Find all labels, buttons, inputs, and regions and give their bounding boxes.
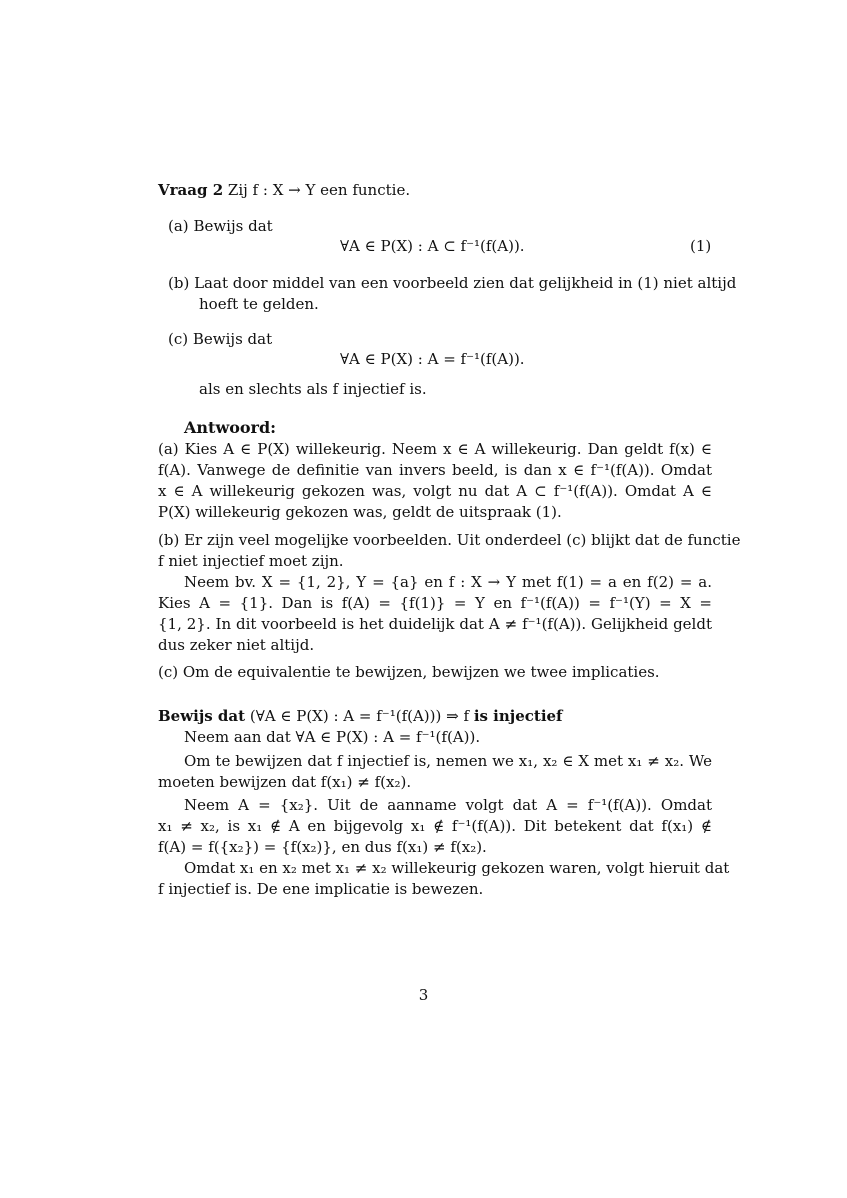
question-title-bold: Vraag 2 bbox=[158, 181, 224, 199]
question-c-formula: ∀A ∈ P(X) : A = f⁻¹(f(A)). bbox=[340, 350, 525, 368]
proof-line: f(A) = f({x₂}) = {f(x₂)}, en dus f(x₁) ≠ f(x₂). bbox=[158, 838, 487, 856]
question-a-formula: ∀A ∈ P(X) : A ⊂ f⁻¹(f(A)). bbox=[340, 237, 525, 255]
answer-b-line: dus zeker niet altijd. bbox=[158, 636, 315, 654]
proof-line: x₁ ≠ x₂, is x₁ ∉ A en bijgevolg x₁ ∉ f⁻¹(f(A)). Dit betekent dat f(x₁) ∉ bbox=[158, 817, 712, 835]
answer-a-line: f(A). Vanwege de definitie van invers beeld, is dan x ∈ f⁻¹(f(A)). Omdat bbox=[158, 461, 712, 479]
answer-b-line: (b) Er zijn veel mogelijke voorbeelden. Uit onderdeel (c) blijkt dat de functie bbox=[158, 531, 741, 549]
answer-b-line: f niet injectief moet zijn. bbox=[158, 552, 344, 570]
answer-c-line: (c) Om de equivalentie te bewijzen, bewijzen we twee implicaties. bbox=[158, 663, 660, 681]
question-c-label: (c) bbox=[168, 330, 189, 348]
answer-a-line: (a) Kies A ∈ P(X) willekeurig. Neem x ∈ A willekeurig. Dan geldt f(x) ∈ bbox=[158, 440, 712, 458]
equation-number: (1) bbox=[690, 237, 712, 255]
answer-b-line: {1, 2}. In dit voorbeeld is het duidelijk dat A ≠ f⁻¹(f(A)). Gelijkheid geldt bbox=[158, 615, 712, 633]
proof-heading-bold1: Bewijs dat bbox=[158, 707, 246, 725]
question-c-text: Bewijs dat bbox=[192, 330, 273, 348]
answer-a-line: P(X) willekeurig gekozen was, geldt de uitspraak (1). bbox=[158, 503, 562, 521]
proof-heading-bold2: is injectief bbox=[473, 707, 563, 725]
answer-heading: Antwoord: bbox=[184, 418, 277, 437]
question-title bbox=[158, 180, 712, 200]
question-a-text: Bewijs dat bbox=[193, 217, 273, 235]
answer-b-line: Neem bv. X = {1, 2}, Y = {a} en f : X → Y met f(1) = a en f(2) = a. bbox=[184, 573, 712, 591]
question-b-label: (b) bbox=[168, 274, 190, 292]
proof-line: Om te bewijzen dat f injectief is, nemen we x₁, x₂ ∈ X met x₁ ≠ x₂. We bbox=[184, 752, 712, 770]
question-a-label: (a) bbox=[168, 217, 189, 235]
question-b bbox=[168, 273, 737, 293]
answer-a-line: x ∈ A willekeurig gekozen was, volgt nu dat A ⊂ f⁻¹(f(A)). Omdat A ∈ bbox=[158, 482, 712, 500]
question-c bbox=[168, 329, 712, 349]
proof-line: Neem A = {x₂}. Uit de aanname volgt dat A = f⁻¹(f(A)). Omdat bbox=[184, 796, 712, 814]
page-number: 3 bbox=[418, 986, 429, 1004]
proof-heading-mid: (∀A ∈ P(X) : A = f⁻¹(f(A))) ⇒ f bbox=[249, 707, 470, 725]
question-b-line1: Laat door middel van een voorbeeld zien dat gelijkheid in (1) niet altijd bbox=[194, 274, 737, 292]
question-a bbox=[168, 216, 712, 236]
proof-line: Omdat x₁ en x₂ met x₁ ≠ x₂ willekeurig gekozen waren, volgt hieruit dat bbox=[184, 859, 730, 877]
answer-b-line: Kies A = {1}. Dan is f(A) = {f(1)} = Y en f⁻¹(f(A)) = f⁻¹(Y) = X = bbox=[158, 594, 712, 612]
proof-line: f injectief is. De ene implicatie is bewezen. bbox=[158, 880, 484, 898]
question-c-after: als en slechts als f injectief is. bbox=[199, 380, 427, 398]
proof-line: moeten bewijzen dat f(x₁) ≠ f(x₂). bbox=[158, 773, 412, 791]
proof-line: Neem aan dat ∀A ∈ P(X) : A = f⁻¹(f(A)). bbox=[184, 728, 481, 746]
proof-heading bbox=[158, 706, 712, 726]
question-title-rest: Zij f : X → Y een functie. bbox=[227, 181, 411, 199]
question-b-line2: hoeft te gelden. bbox=[199, 295, 319, 313]
